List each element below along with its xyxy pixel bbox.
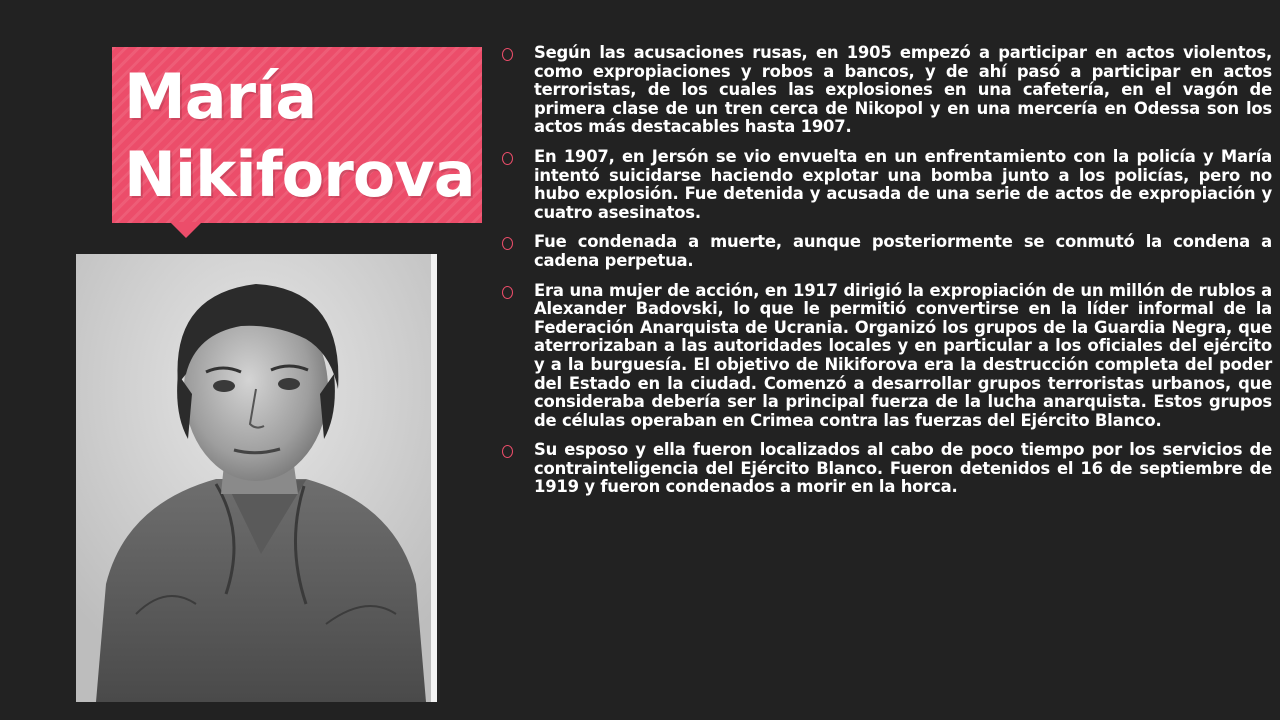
portrait-photo [76, 254, 437, 702]
bullet-text: Era una mujer de acción, en 1917 dirigió la expropiación de un millón de rublos a Alexander Badovski, lo que le permitió convertirse en la líder informal de la Federación Anarquista de Ucrania. Organizó los grupos de la Guardia Negra, que aterrorizaban a las autoridades locales y en particular a los oficiales del ejército y a la burguesía. El objetivo de Nikiforova era la destrucción completa del poder del Estado en la ciudad. Comenzó a desarrollar grupos terroristas urbanos, que consideraba debería ser la principal fuerza de la lucha anarquista. Estos grupos de células operaban en Crimea contra las fuerzas del Ejército Blanco. [534, 280, 1272, 430]
bullet-item [500, 148, 1272, 222]
slide-title [124, 58, 475, 214]
bullet-item [500, 44, 1272, 137]
bullet-text: Fue condenada a muerte, aunque posteriormente se conmutó la condena a cadena perpetua. [534, 232, 1272, 270]
bullet-marker-icon [502, 237, 513, 250]
bullet-marker-icon [502, 286, 513, 299]
bullet-item [500, 233, 1272, 270]
bullet-list [500, 44, 1272, 508]
bullet-item [500, 282, 1272, 431]
bullet-marker-icon [502, 445, 513, 458]
bullet-marker-icon [502, 48, 513, 61]
bullet-item [500, 441, 1272, 497]
bullet-text: En 1907, en Jersón se vio envuelta en un enfrentamiento con la policía y María intentó suicidarse haciendo explotar una bomba junto a los policías, pero no hubo explosión. Fue detenida y acusada de una serie de actos de expropiación y cuatro asesinatos. [534, 146, 1272, 222]
bullet-marker-icon [502, 152, 513, 165]
portrait-illustration [76, 254, 437, 702]
bullet-text: Su esposo y ella fueron localizados al cabo de poco tiempo por los servicios de contrainteligencia del Ejército Blanco. Fueron detenidos el 16 de septiembre de 1919 y fueron condenados a morir en la horca. [534, 440, 1272, 497]
title-line-last-name: Nikiforova [124, 138, 475, 211]
bullet-text: Según las acusaciones rusas, en 1905 empezó a participar en actos violentos, como expropiaciones y robos a bancos, y de ahí pasó a participar en actos terroristas, de los cuales las explosiones en una cafetería, en el vagón de primera clase de un tren cerca de Nikopol y en una mercería en Odessa son los actos más destacables hasta 1907. [534, 43, 1272, 137]
title-card-pointer [170, 222, 202, 238]
title-line-first-name: María [124, 60, 317, 133]
